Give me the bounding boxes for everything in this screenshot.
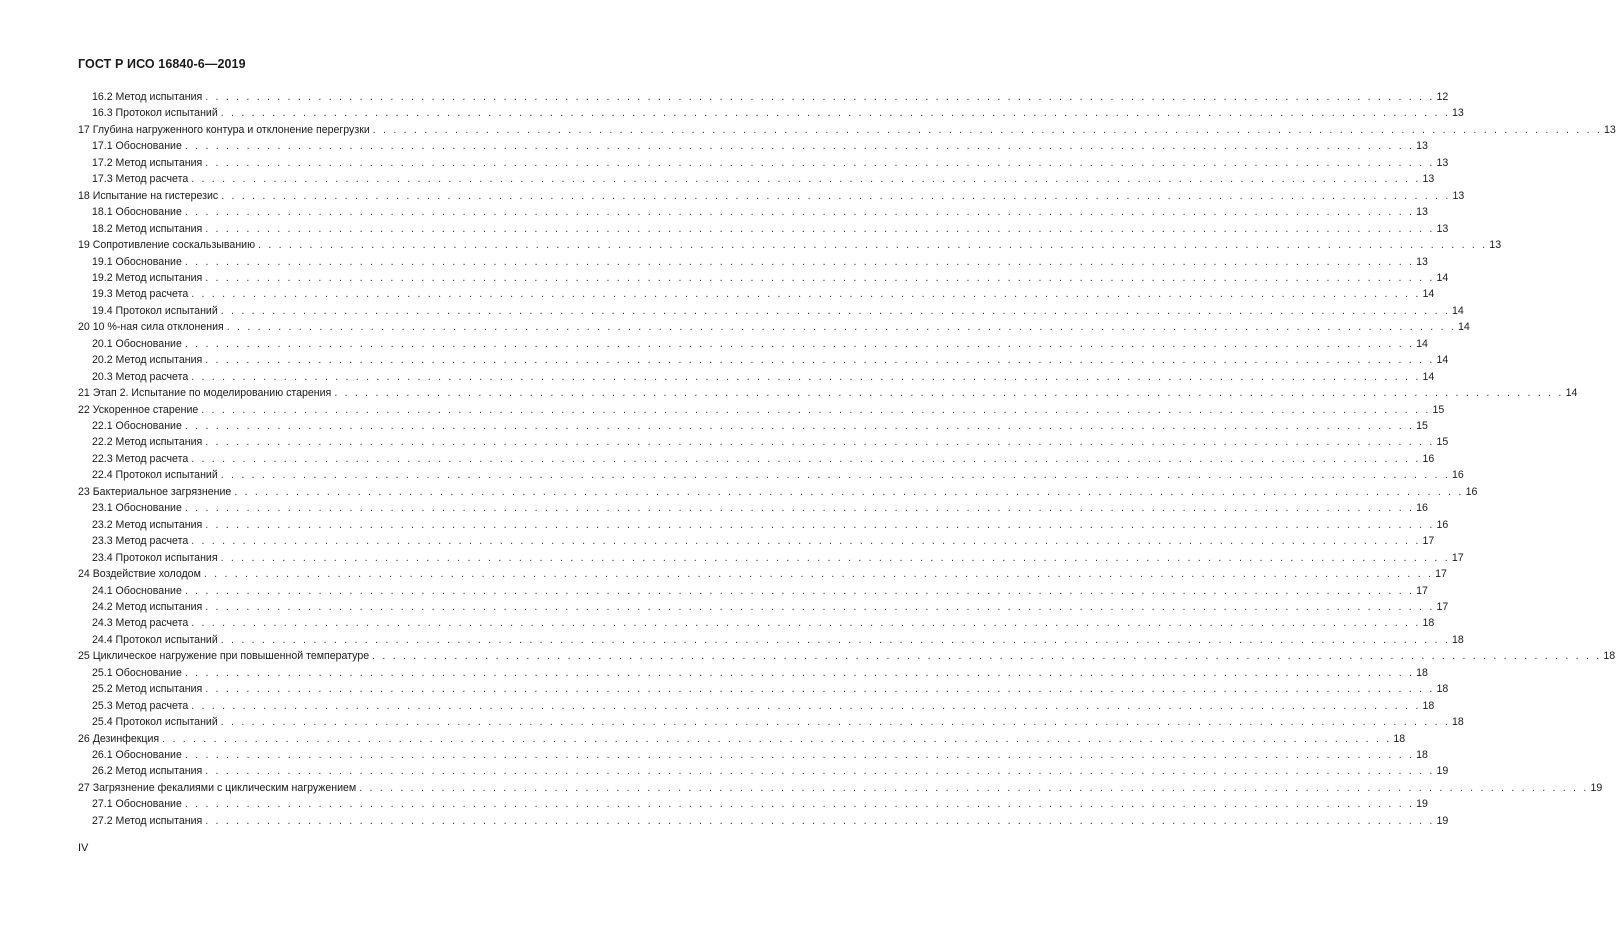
toc-dot-leader: . . . . . . . . . . . . . . . . . . . . . . . . . . . . . . . . . . . . . . . . . . . . . . . . . . . . . . . . . . . . . . . . . . . . . . . . . . . . . . . . . . . . . . . . . . . . . . . . . . . . . . . . . . . . . . . . . . . . . . . .	[205, 271, 1435, 284]
toc-page-number: 13	[1452, 189, 1465, 202]
toc-page-number: 14	[1436, 271, 1449, 284]
toc-page-number: 16	[1452, 469, 1464, 482]
toc-entry-title: 27.1 Обоснование	[92, 798, 182, 811]
toc-entry-title: 22.3 Метод расчета	[92, 452, 189, 465]
toc-page-number: 19	[1590, 781, 1603, 794]
toc-entry-title: 16.3 Протокол испытаний	[92, 107, 218, 120]
toc-entry-title: 25.3 Метод расчета	[92, 699, 189, 712]
toc-entry-title: 17 Глубина нагруженного контура и отклонение перегрузки	[78, 123, 370, 136]
toc-page-number: 19	[1436, 765, 1449, 778]
toc-entry-title: 24.3 Метод расчета	[92, 617, 189, 630]
toc-entry-title: 23.4 Протокол испытания	[92, 551, 218, 564]
toc-entry-title: 22.4 Протокол испытаний	[92, 469, 218, 482]
toc-entry-title: 19.3 Метод расчета	[92, 288, 189, 301]
toc-page-number: 18	[1603, 650, 1616, 663]
toc-dot-leader: . . . . . . . . . . . . . . . . . . . . . . . . . . . . . . . . . . . . . . . . . . . . . . . . . . . . . . . . . . . . . . . . . . . . . . . . . . . . . . . . . . . . . . . . . . . . . . . . . . . . . . . . . . . . . . . . . . . . . . . .	[184, 140, 1415, 153]
toc-page-number: 17	[1422, 535, 1435, 548]
toc-subsection-entry[interactable]	[92, 434, 1449, 450]
toc-dot-leader: . . . . . . . . . . . . . . . . . . . . . . . . . . . . . . . . . . . . . . . . . . . . . . . . . . . . . . . . . . . . . . . . . . . . . . . . . . . . . . . . . . . . . . . . . . . . . . . . . . . . . . . . . . . . . . . . . . . . . . . .	[184, 798, 1415, 811]
toc-entry-title: 21 Этап 2. Испытание по моделированию старения	[78, 387, 332, 400]
toc-dot-leader: . . . . . . . . . . . . . . . . . . . . . . . . . . . . . . . . . . . . . . . . . . . . . . . . . . . . . . . . . . . . . . . . . . . . . . . . . . . . . . . . . . . . . . . . . . . . . . . . . . . . . . . . . . . . . . . . . . . . . . . .	[191, 699, 1421, 712]
toc-entry-title: 24 Воздействие холодом	[78, 568, 201, 581]
toc-subsection-entry[interactable]	[92, 813, 1449, 829]
toc-subsection-entry[interactable]	[92, 303, 1464, 319]
toc-entry-title: 16.2 Метод испытания	[92, 91, 203, 103]
toc-page-number: 16	[1436, 518, 1449, 531]
toc-subsection-entry[interactable]	[92, 369, 1435, 385]
toc-dot-leader: . . . . . . . . . . . . . . . . . . . . . . . . . . . . . . . . . . . . . . . . . . . . . . . . . . . . . . . . . . . . . . . . . . . . . . . . . . . . . . . . . . . . . . . . . . . . . . . . . . . . . . . . . . . . . . . . . . . . . . . .	[226, 321, 1457, 334]
toc-dot-leader: . . . . . . . . . . . . . . . . . . . . . . . . . . . . . . . . . . . . . . . . . . . . . . . . . . . . . . . . . . . . . . . . . . . . . . . . . . . . . . . . . . . . . . . . . . . . . . . . . . . . . . . . . . . . . . . . . . . . . . . .	[191, 535, 1421, 548]
toc-subsection-entry[interactable]	[92, 500, 1428, 516]
toc-dot-leader: . . . . . . . . . . . . . . . . . . . . . . . . . . . . . . . . . . . . . . . . . . . . . . . . . . . . . . . . . . . . . . . . . . . . . . . . . . . . . . . . . . . . . . . . . . . . . . . . . . . . . . . . . . . . . . . . . . . . . . . .	[184, 666, 1415, 679]
toc-subsection-entry[interactable]	[92, 796, 1428, 812]
toc-entry-title: 23.3 Метод расчета	[92, 535, 189, 548]
toc-entry-title: 20.1 Обоснование	[92, 337, 182, 350]
toc-dot-leader: . . . . . . . . . . . . . . . . . . . . . . . . . . . . . . . . . . . . . . . . . . . . . . . . . . . . . . . . . . . . . . . . . . . . . . . . . . . . . . . . . . . . . . . . . . . . . . . . . . . . . . . . . . . . . . . . . . . . . . . .	[205, 600, 1435, 613]
toc-entry-title: 26.2 Метод испытания	[92, 765, 203, 778]
toc-subsection-entry[interactable]	[92, 89, 1449, 105]
toc-dot-leader: . . . . . . . . . . . . . . . . . . . . . . . . . . . . . . . . . . . . . . . . . . . . . . . . . . . . . . . . . . . . . . . . . . . . . . . . . . . . . . . . . . . . . . . . . . . . . . . . . . . . . . . . . . . . . . . . . . . . . . . .	[205, 222, 1435, 235]
toc-subsection-entry[interactable]	[92, 451, 1435, 467]
toc-entry-title: 25.2 Метод испытания	[92, 683, 203, 696]
toc-page-number: 18	[1422, 699, 1435, 712]
toc-dot-leader: . . . . . . . . . . . . . . . . . . . . . . . . . . . . . . . . . . . . . . . . . . . . . . . . . . . . . . . . . . . . . . . . . . . . . . . . . . . . . . . . . . . . . . . . . . . . . . . . . . . . . . . . . . . . . . . . . . . . . . . .	[372, 650, 1602, 663]
toc-dot-leader: . . . . . . . . . . . . . . . . . . . . . . . . . . . . . . . . . . . . . . . . . . . . . . . . . . . . . . . . . . . . . . . . . . . . . . . . . . . . . . . . . . . . . . . . . . . . . . . . . . . . . . . . . . . . . . . . . . . . . . . .	[205, 436, 1435, 449]
toc-page-number: 12	[1436, 91, 1449, 103]
toc-page-number: 19	[1436, 814, 1449, 827]
toc-entry-title: 18 Испытание на гистерезис	[78, 189, 219, 202]
toc-subsection-entry[interactable]	[92, 171, 1435, 187]
toc-entry-title: 27.2 Метод испытания	[92, 814, 203, 827]
toc-dot-leader: . . . . . . . . . . . . . . . . . . . . . . . . . . . . . . . . . . . . . . . . . . . . . . . . . . . . . . . . . . . . . . . . . . . . . . . . . . . . . . . . . . . . . . . . . . . . . . . . . . . . . . . . . . . . . . . . . . . . . . . .	[221, 189, 1451, 202]
toc-dot-leader: . . . . . . . . . . . . . . . . . . . . . . . . . . . . . . . . . . . . . . . . . . . . . . . . . . . . . . . . . . . . . . . . . . . . . . . . . . . . . . . . . . . . . . . . . . . . . . . . . . . . . . . . . . . . . . . . . . . . . . . .	[184, 206, 1415, 219]
toc-section-entry[interactable]	[78, 648, 1616, 664]
toc-subsection-entry[interactable]	[92, 336, 1428, 352]
toc-section-entry[interactable]	[78, 566, 1447, 582]
toc-page-number: 16	[1422, 452, 1435, 465]
document-header: ГОСТ Р ИСО 16840-6—2019	[78, 57, 246, 71]
toc-subsection-entry[interactable]	[92, 517, 1449, 533]
toc-entry-title: 23 Бактериальное загрязнение	[78, 485, 232, 498]
toc-dot-leader: . . . . . . . . . . . . . . . . . . . . . . . . . . . . . . . . . . . . . . . . . . . . . . . . . . . . . . . . . . . . . . . . . . . . . . . . . . . . . . . . . . . . . . . . . . . . . . . . . . . . . . . . . . . . . . . . . . . . . . . .	[191, 370, 1421, 383]
toc-page-number: 17	[1435, 568, 1447, 581]
toc-dot-leader: . . . . . . . . . . . . . . . . . . . . . . . . . . . . . . . . . . . . . . . . . . . . . . . . . . . . . . . . . . . . . . . . . . . . . . . . . . . . . . . . . . . . . . . . . . . . . . . . . . . . . . . . . . . . . . . . . . . . . . . .	[201, 403, 1431, 416]
toc-entry-title: 23.1 Обоснование	[92, 502, 182, 515]
toc-subsection-entry[interactable]	[92, 467, 1464, 483]
toc-dot-leader: . . . . . . . . . . . . . . . . . . . . . . . . . . . . . . . . . . . . . . . . . . . . . . . . . . . . . . . . . . . . . . . . . . . . . . . . . . . . . . . . . . . . . . . . . . . . . . . . . . . . . . . . . . . . . . . . . . . . . . . .	[220, 716, 1451, 729]
toc-section-entry[interactable]	[78, 402, 1445, 418]
toc-section-entry[interactable]	[78, 780, 1603, 796]
toc-subsection-entry[interactable]	[92, 550, 1464, 566]
toc-entry-title: 19.1 Обоснование	[92, 255, 182, 268]
page-number: IV	[78, 842, 89, 854]
toc-subsection-entry[interactable]	[92, 583, 1428, 599]
toc-subsection-entry[interactable]	[92, 747, 1428, 763]
toc-entry-title: 20.3 Метод расчета	[92, 370, 189, 383]
toc-page-number: 13	[1416, 206, 1428, 219]
toc-page-number: 14	[1458, 321, 1470, 334]
toc-dot-leader: . . . . . . . . . . . . . . . . . . . . . . . . . . . . . . . . . . . . . . . . . . . . . . . . . . . . . . . . . . . . . . . . . . . . . . . . . . . . . . . . . . . . . . . . . . . . . . . . . . . . . . . . . . . . . . . . . . . . . . . .	[203, 568, 1434, 581]
toc-entry-title: 20 10 %-ная сила отклонения	[78, 321, 224, 334]
toc-page-number: 14	[1436, 354, 1449, 367]
toc-subsection-entry[interactable]	[92, 632, 1464, 648]
toc-entry-title: 18.1 Обоснование	[92, 206, 182, 219]
toc-subsection-entry[interactable]	[92, 204, 1428, 220]
toc-subsection-entry[interactable]	[92, 418, 1428, 434]
toc-page-number: 19	[1416, 798, 1428, 811]
toc-subsection-entry[interactable]	[92, 599, 1449, 615]
toc-section-entry[interactable]	[78, 237, 1502, 253]
toc-section-entry[interactable]	[78, 122, 1616, 138]
toc-entry-title: 17.1 Обоснование	[92, 140, 182, 153]
toc-dot-leader: . . . . . . . . . . . . . . . . . . . . . . . . . . . . . . . . . . . . . . . . . . . . . . . . . . . . . . . . . . . . . . . . . . . . . . . . . . . . . . . . . . . . . . . . . . . . . . . . . . . . . . . . . . . . . . . . . . . . . . . .	[184, 255, 1415, 268]
toc-dot-leader: . . . . . . . . . . . . . . . . . . . . . . . . . . . . . . . . . . . . . . . . . . . . . . . . . . . . . . . . . . . . . . . . . . . . . . . . . . . . . . . . . . . . . . . . . . . . . . . . . . . . . . . . . . . . . . . . . . . . . . . .	[205, 91, 1435, 103]
toc-dot-leader: . . . . . . . . . . . . . . . . . . . . . . . . . . . . . . . . . . . . . . . . . . . . . . . . . . . . . . . . . . . . . . . . . . . . . . . . . . . . . . . . . . . . . . . . . . . . . . . . . . . . . . . . . . . . . . . . . . . . . . . .	[334, 387, 1564, 400]
toc-subsection-entry[interactable]	[92, 221, 1449, 237]
toc-entry-title: 22 Ускоренное старение	[78, 403, 199, 416]
toc-dot-leader: . . . . . . . . . . . . . . . . . . . . . . . . . . . . . . . . . . . . . . . . . . . . . . . . . . . . . . . . . . . . . . . . . . . . . . . . . . . . . . . . . . . . . . . . . . . . . . . . . . . . . . . . . . . . . . . . . . . . . . . .	[205, 814, 1435, 827]
toc-entry-title: 24.4 Протокол испытаний	[92, 633, 218, 646]
toc-entry-title: 22.2 Метод испытания	[92, 436, 203, 449]
toc-dot-leader: . . . . . . . . . . . . . . . . . . . . . . . . . . . . . . . . . . . . . . . . . . . . . . . . . . . . . . . . . . . . . . . . . . . . . . . . . . . . . . . . . . . . . . . . . . . . . . . . . . . . . . . . . . . . . . . . . . . . . . . .	[205, 156, 1435, 169]
toc-page-number: 13	[1489, 239, 1502, 252]
toc-dot-leader: . . . . . . . . . . . . . . . . . . . . . . . . . . . . . . . . . . . . . . . . . . . . . . . . . . . . . . . . . . . . . . . . . . . . . . . . . . . . . . . . . . . . . . . . . . . . . . . . . . . . . . . . . . . . . . . . . . . . . . . .	[184, 420, 1415, 432]
toc-page-number: 17	[1436, 600, 1449, 613]
toc-page-number: 18	[1416, 749, 1428, 761]
toc-entry-title: 25 Циклическое нагружение при повышенной температуре	[78, 650, 370, 663]
toc-section-entry[interactable]	[78, 319, 1470, 335]
toc-dot-leader: . . . . . . . . . . . . . . . . . . . . . . . . . . . . . . . . . . . . . . . . . . . . . . . . . . . . . . . . . . . . . . . . . . . . . . . . . . . . . . . . . . . . . . . . . . . . . . . . . . . . . . . . . . . . . . . . . . . . . . . .	[191, 617, 1421, 630]
toc-dot-leader: . . . . . . . . . . . . . . . . . . . . . . . . . . . . . . . . . . . . . . . . . . . . . . . . . . . . . . . . . . . . . . . . . . . . . . . . . . . . . . . . . . . . . . . . . . . . . . . . . . . . . . . . . . . . . . . . . . . . . . . .	[220, 107, 1451, 120]
toc-page-number: 16	[1416, 502, 1428, 515]
toc-dot-leader: . . . . . . . . . . . . . . . . . . . . . . . . . . . . . . . . . . . . . . . . . . . . . . . . . . . . . . . . . . . . . . . . . . . . . . . . . . . . . . . . . . . . . . . . . . . . . . . . . . . . . . . . . . . . . . . . . . . . . . . .	[184, 749, 1415, 761]
toc-page-number: 13	[1436, 156, 1449, 169]
toc-page-number: 18	[1416, 666, 1428, 679]
toc-section-entry[interactable]	[78, 188, 1465, 204]
toc-subsection-entry[interactable]	[92, 155, 1449, 171]
toc-entry-title: 17.2 Метод испытания	[92, 156, 203, 169]
toc-page-number: 13	[1452, 107, 1464, 120]
toc-entry-title: 18.2 Метод испытания	[92, 222, 203, 235]
toc-page-number: 18	[1452, 716, 1464, 729]
toc-dot-leader: . . . . . . . . . . . . . . . . . . . . . . . . . . . . . . . . . . . . . . . . . . . . . . . . . . . . . . . . . . . . . . . . . . . . . . . . . . . . . . . . . . . . . . . . . . . . . . . . . . . . . . . . . . . . . . . . . . . . . . . .	[184, 502, 1415, 515]
toc-subsection-entry[interactable]	[92, 138, 1428, 154]
toc-entry-title: 26 Дезинфекция	[78, 732, 160, 745]
toc-dot-leader: . . . . . . . . . . . . . . . . . . . . . . . . . . . . . . . . . . . . . . . . . . . . . . . . . . . . . . . . . . . . . . . . . . . . . . . . . . . . . . . . . . . . . . . . . . . . . . . . . . . . . . . . . . . . . . . . . . . . . . . .	[162, 732, 1392, 745]
toc-page-number: 14	[1452, 304, 1464, 317]
toc-dot-leader: . . . . . . . . . . . . . . . . . . . . . . . . . . . . . . . . . . . . . . . . . . . . . . . . . . . . . . . . . . . . . . . . . . . . . . . . . . . . . . . . . . . . . . . . . . . . . . . . . . . . . . . . . . . . . . . . . . . . . . . .	[184, 584, 1415, 597]
toc-subsection-entry[interactable]	[92, 105, 1464, 121]
toc-dot-leader: . . . . . . . . . . . . . . . . . . . . . . . . . . . . . . . . . . . . . . . . . . . . . . . . . . . . . . . . . . . . . . . . . . . . . . . . . . . . . . . . . . . . . . . . . . . . . . . . . . . . . . . . . . . . . . . . . . . . . . . .	[258, 239, 1488, 252]
toc-entry-title: 19 Сопротивление соскальзыванию	[78, 239, 256, 252]
toc-subsection-entry[interactable]	[92, 763, 1449, 779]
toc-subsection-entry[interactable]	[92, 533, 1435, 549]
toc-page-number: 17	[1451, 551, 1464, 564]
toc-entry-title: 19.2 Метод испытания	[92, 271, 203, 284]
toc-page-number: 13	[1416, 255, 1428, 268]
toc-entry-title: 25.4 Протокол испытаний	[92, 716, 218, 729]
toc-page-number: 17	[1416, 584, 1428, 597]
toc-dot-leader: . . . . . . . . . . . . . . . . . . . . . . . . . . . . . . . . . . . . . . . . . . . . . . . . . . . . . . . . . . . . . . . . . . . . . . . . . . . . . . . . . . . . . . . . . . . . . . . . . . . . . . . . . . . . . . . . . . . . . . . .	[234, 485, 1464, 498]
toc-page-number: 15	[1416, 420, 1428, 432]
toc-dot-leader: . . . . . . . . . . . . . . . . . . . . . . . . . . . . . . . . . . . . . . . . . . . . . . . . . . . . . . . . . . . . . . . . . . . . . . . . . . . . . . . . . . . . . . . . . . . . . . . . . . . . . . . . . . . . . . . . . . . . . . . .	[220, 633, 1451, 646]
toc-subsection-entry[interactable]	[92, 352, 1449, 368]
toc-dot-leader: . . . . . . . . . . . . . . . . . . . . . . . . . . . . . . . . . . . . . . . . . . . . . . . . . . . . . . . . . . . . . . . . . . . . . . . . . . . . . . . . . . . . . . . . . . . . . . . . . . . . . . . . . . . . . . . . . . . . . . . .	[205, 765, 1435, 778]
toc-page-number: 13	[1436, 222, 1449, 235]
toc-dot-leader: . . . . . . . . . . . . . . . . . . . . . . . . . . . . . . . . . . . . . . . . . . . . . . . . . . . . . . . . . . . . . . . . . . . . . . . . . . . . . . . . . . . . . . . . . . . . . . . . . . . . . . . . . . . . . . . . . . . . . . . .	[191, 452, 1421, 465]
toc-entry-title: 24.2 Метод испытания	[92, 600, 203, 613]
toc-entry-title: 23.2 Метод испытания	[92, 518, 203, 531]
toc-page-number: 15	[1432, 403, 1445, 416]
toc-subsection-entry[interactable]	[92, 681, 1449, 697]
toc-entry-title: 19.4 Протокол испытаний	[92, 304, 218, 317]
toc-subsection-entry[interactable]	[92, 254, 1428, 270]
toc-page-number: 14	[1416, 337, 1428, 350]
toc-dot-leader: . . . . . . . . . . . . . . . . . . . . . . . . . . . . . . . . . . . . . . . . . . . . . . . . . . . . . . . . . . . . . . . . . . . . . . . . . . . . . . . . . . . . . . . . . . . . . . . . . . . . . . . . . . . . . . . . . . . . . . . .	[205, 354, 1435, 367]
toc-dot-leader: . . . . . . . . . . . . . . . . . . . . . . . . . . . . . . . . . . . . . . . . . . . . . . . . . . . . . . . . . . . . . . . . . . . . . . . . . . . . . . . . . . . . . . . . . . . . . . . . . . . . . . . . . . . . . . . . . . . . . . . .	[220, 551, 1450, 564]
toc-page-number: 13	[1416, 140, 1428, 153]
toc-page-number: 14	[1422, 370, 1435, 383]
toc-page-number: 18	[1452, 633, 1464, 646]
toc-page-number: 18	[1393, 732, 1406, 745]
toc-entry-title: 27 Загрязнение фекалиями с циклическим нагружением	[78, 781, 357, 794]
toc-subsection-entry[interactable]	[92, 270, 1449, 286]
toc-dot-leader: . . . . . . . . . . . . . . . . . . . . . . . . . . . . . . . . . . . . . . . . . . . . . . . . . . . . . . . . . . . . . . . . . . . . . . . . . . . . . . . . . . . . . . . . . . . . . . . . . . . . . . . . . . . . . . . . . . . . . . . .	[205, 518, 1435, 531]
toc-subsection-entry[interactable]	[92, 698, 1435, 714]
toc-subsection-entry[interactable]	[92, 286, 1435, 302]
toc-page-number: 13	[1422, 173, 1435, 186]
toc-section-entry[interactable]	[78, 484, 1478, 500]
toc-page-number: 14	[1422, 288, 1435, 301]
toc-subsection-entry[interactable]	[92, 615, 1435, 631]
toc-page-number: 16	[1465, 485, 1478, 498]
toc-subsection-entry[interactable]	[92, 714, 1464, 730]
toc-page-number: 18	[1436, 683, 1449, 696]
toc-dot-leader: . . . . . . . . . . . . . . . . . . . . . . . . . . . . . . . . . . . . . . . . . . . . . . . . . . . . . . . . . . . . . . . . . . . . . . . . . . . . . . . . . . . . . . . . . . . . . . . . . . . . . . . . . . . . . . . . . . . . . . . .	[372, 123, 1603, 136]
toc-page-number: 15	[1436, 436, 1449, 449]
toc-subsection-entry[interactable]	[92, 665, 1428, 681]
toc-page-number: 18	[1422, 617, 1435, 630]
toc-dot-leader: . . . . . . . . . . . . . . . . . . . . . . . . . . . . . . . . . . . . . . . . . . . . . . . . . . . . . . . . . . . . . . . . . . . . . . . . . . . . . . . . . . . . . . . . . . . . . . . . . . . . . . . . . . . . . . . . . . . . . . . .	[191, 173, 1421, 186]
toc-dot-leader: . . . . . . . . . . . . . . . . . . . . . . . . . . . . . . . . . . . . . . . . . . . . . . . . . . . . . . . . . . . . . . . . . . . . . . . . . . . . . . . . . . . . . . . . . . . . . . . . . . . . . . . . . . . . . . . . . . . . . . . .	[220, 304, 1451, 317]
toc-entry-title: 20.2 Метод испытания	[92, 354, 203, 367]
toc-dot-leader: . . . . . . . . . . . . . . . . . . . . . . . . . . . . . . . . . . . . . . . . . . . . . . . . . . . . . . . . . . . . . . . . . . . . . . . . . . . . . . . . . . . . . . . . . . . . . . . . . . . . . . . . . . . . . . . . . . . . . . . .	[205, 683, 1435, 696]
toc-page-number: 13	[1604, 123, 1616, 136]
toc-dot-leader: . . . . . . . . . . . . . . . . . . . . . . . . . . . . . . . . . . . . . . . . . . . . . . . . . . . . . . . . . . . . . . . . . . . . . . . . . . . . . . . . . . . . . . . . . . . . . . . . . . . . . . . . . . . . . . . . . . . . . . . .	[220, 469, 1451, 482]
toc-section-entry[interactable]	[78, 385, 1578, 401]
toc-page-number: 14	[1565, 387, 1578, 400]
toc-entry-title: 25.1 Обоснование	[92, 666, 182, 679]
toc-dot-leader: . . . . . . . . . . . . . . . . . . . . . . . . . . . . . . . . . . . . . . . . . . . . . . . . . . . . . . . . . . . . . . . . . . . . . . . . . . . . . . . . . . . . . . . . . . . . . . . . . . . . . . . . . . . . . . . . . . . . . . . .	[184, 337, 1415, 350]
toc-entry-title: 17.3 Метод расчета	[92, 173, 189, 186]
toc-entry-title: 22.1 Обоснование	[92, 420, 182, 432]
toc-dot-leader: . . . . . . . . . . . . . . . . . . . . . . . . . . . . . . . . . . . . . . . . . . . . . . . . . . . . . . . . . . . . . . . . . . . . . . . . . . . . . . . . . . . . . . . . . . . . . . . . . . . . . . . . . . . . . . . . . . . . . . . .	[359, 781, 1589, 794]
toc-entry-title: 24.1 Обоснование	[92, 584, 182, 597]
toc-section-entry[interactable]	[78, 731, 1406, 747]
toc-entry-title: 26.1 Обоснование	[92, 749, 182, 761]
toc-dot-leader: . . . . . . . . . . . . . . . . . . . . . . . . . . . . . . . . . . . . . . . . . . . . . . . . . . . . . . . . . . . . . . . . . . . . . . . . . . . . . . . . . . . . . . . . . . . . . . . . . . . . . . . . . . . . . . . . . . . . . . . .	[191, 288, 1421, 301]
